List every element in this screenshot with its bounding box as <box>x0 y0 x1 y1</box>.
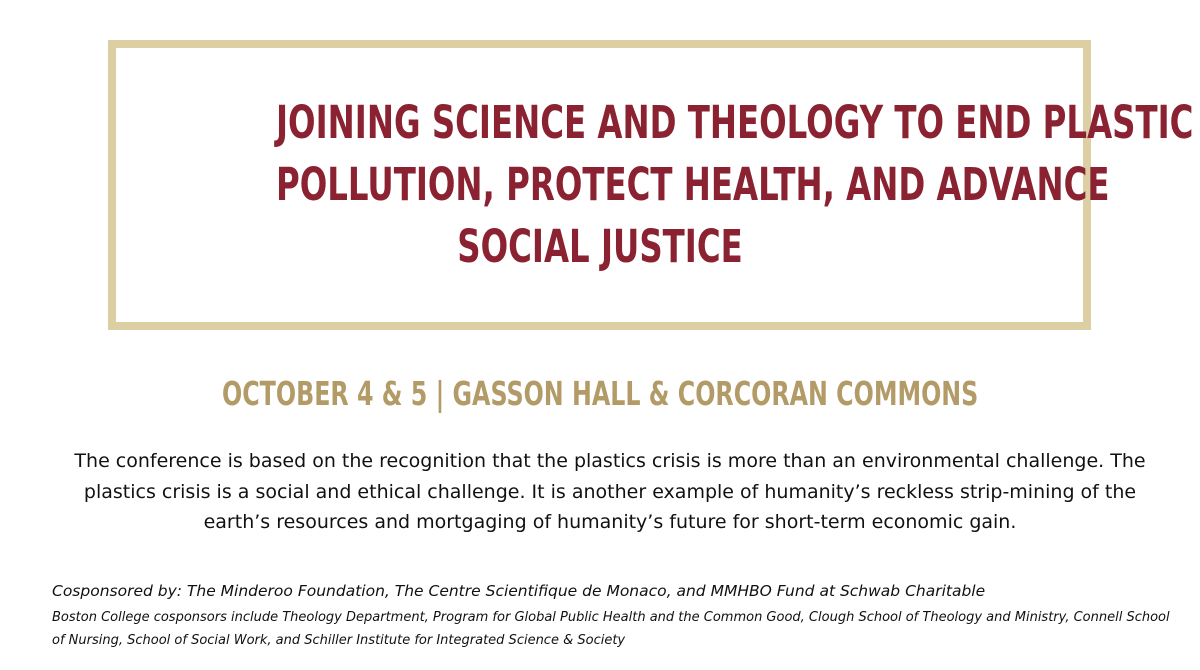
title-line-1: JOINING SCIENCE AND THEOLOGY TO END PLASTIC <box>275 96 1193 149</box>
cosponsors-line: Cosponsored by: The Minderoo Foundation, The Centre Scientifique de Monaco, and MMHBO Fund at Schwab Charitable <box>52 582 986 600</box>
date-location-text: OCTOBER 4 & 5 | GASSON HALL & CORCORAN COMMONS <box>221 374 979 413</box>
conference-description: The conference is based on the recognition that the plastics crisis is more than an environmental challenge. The plastics crisis is a social and ethical challenge. It is another example of humanity’s reckless strip-mining of the earth’s resources and mortgaging of humanity’s future for short-term economic gain. <box>74 450 1146 533</box>
title-line-2: POLLUTION, PROTECT HEALTH, AND ADVANCE <box>275 158 1110 211</box>
date-location-heading <box>0 372 1200 416</box>
title-frame <box>108 40 1193 330</box>
conference-title <box>275 92 1193 278</box>
title-line-3: SOCIAL JUSTICE <box>456 220 743 273</box>
bc-cosponsors-line: Boston College cosponsors include Theology Department, Program for Global Public Health and the Common Good, Clough School of Theology and Ministry, Connell School of Nursing, School of Social Work, and Schiller Institute for Integrated Science & Society <box>52 610 1170 648</box>
